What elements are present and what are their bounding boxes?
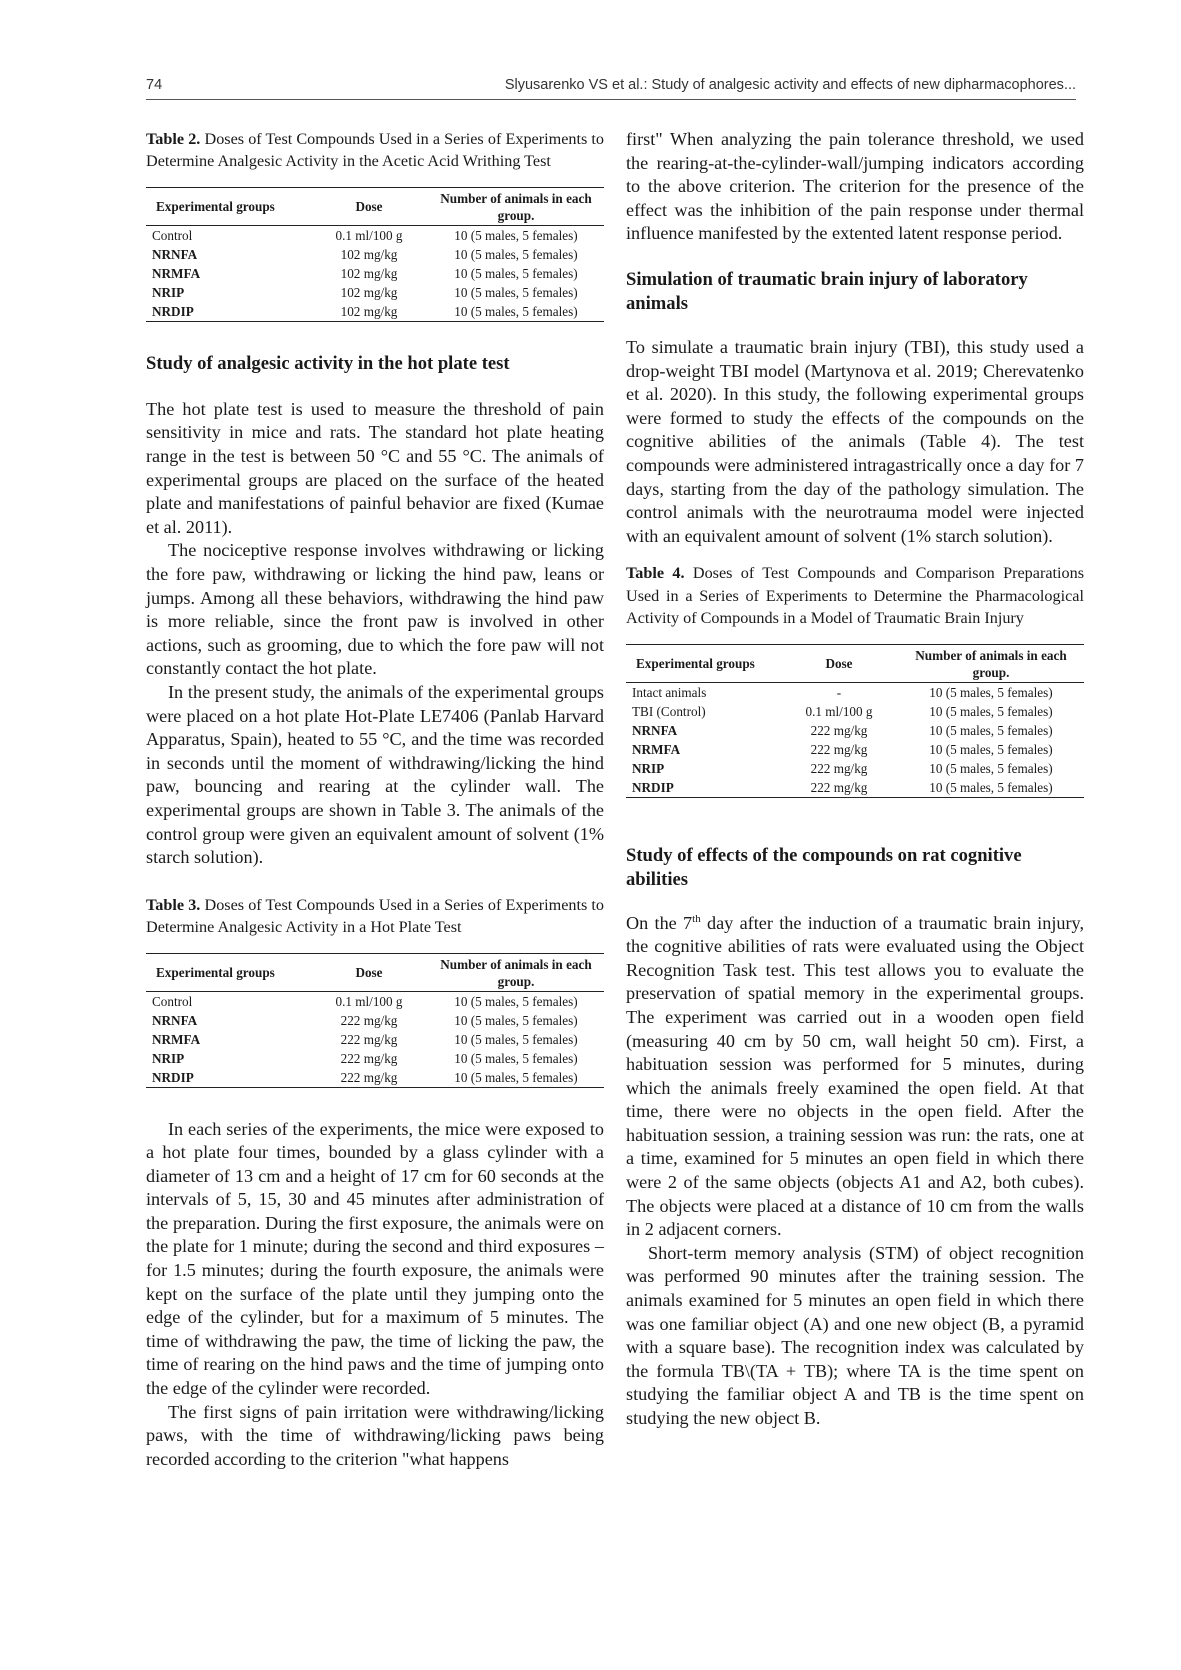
- table-cell: NRNFA: [152, 1012, 198, 1028]
- table-header-row: [146, 187, 604, 225]
- table2-caption-text: Doses of Test Compounds Used in a Series of Experiments to Determine Analgesic Activity in the Acetic Acid Writhing Test: [146, 130, 605, 171]
- table3: [146, 953, 604, 1088]
- table-cell: 102 mg/kg: [340, 246, 398, 262]
- paragraph: In each series of the experiments, the mice were exposed to a hot plate four times, bounded by a glass cylinder with a diameter of 13 cm and a height of 17 cm for 60 seconds at the intervals of 5, 15, 30 and 45 minutes after administration of the preparation. During the first exposure, the animals were on the plate for 1 minute; during the second and third exposures – for 1.5 minutes; during the fourth exposure, the animals were kept on the surface of the plate until they jumping onto the edge of the cylinder, but for a maximum of 5 minutes. The time of withdrawing the paw, the time of licking the paw, the time of rearing on the hind paws and the time of jumping onto the edge of the cylinder were recorded.: [146, 1118, 604, 1399]
- column-header: Dose: [780, 644, 898, 682]
- table-cell: 102 mg/kg: [340, 265, 398, 281]
- table-cell: 10 (5 males, 5 females): [929, 722, 1053, 738]
- running-header: [146, 75, 1076, 100]
- table-cell: 10 (5 males, 5 females): [929, 760, 1053, 776]
- table-row: [626, 740, 1084, 759]
- table-cell: 10 (5 males, 5 females): [454, 284, 578, 300]
- paragraph: The hot plate test is used to measure the threshold of pain sensitivity in mice and rats. The standard hot plate heating range in the test is between 50 °C and 55 °C. The animals of experimental groups are placed on the surface of the heated plate and manifestations of painful behavior are fixed (Kumae et al. 2011).: [146, 398, 604, 537]
- table-row: [146, 1030, 604, 1049]
- table-cell: 10 (5 males, 5 females): [454, 227, 578, 243]
- table-cell: Intact animals: [632, 684, 707, 700]
- table-cell: 10 (5 males, 5 females): [929, 703, 1053, 719]
- right-column: [626, 128, 1084, 1431]
- table-cell: NRIP: [152, 1050, 185, 1066]
- text-run: day after the induction of a traumatic brain injury, the cognitive abilities of rats were evaluated using the Object Recognition Task test. This test allows you to evaluate the preservation of spatial memory in the experimental groups. The experiment was carried out in a wooden open field (measuring 40 cm by 50 cm, wall height 50 cm). First, a habituation session was performed for 5 minutes, during which the animals freely examined the open field. At that time, there were no objects in the open field. After the habituation session, a training session was run: the rats, one at a time, examined for 5 minutes an open field in which there were 2 of the same objects (objects A1 and A2, both cubes). The objects were placed at a distance of 10 cm from the walls in 2 adjacent corners.: [626, 912, 1084, 1240]
- table-row: [146, 264, 604, 283]
- page-number: 74: [146, 77, 163, 93]
- table-cell: NRDIP: [146, 1068, 310, 1088]
- table2: [146, 187, 604, 322]
- table4-caption: [626, 562, 1084, 629]
- table-row: [626, 721, 1084, 740]
- table-cell: 222 mg/kg: [340, 1031, 398, 1047]
- left-column: [146, 128, 604, 1471]
- table-row: [626, 702, 1084, 721]
- table-header-row: [626, 644, 1084, 682]
- table-cell: NRIP: [152, 284, 185, 300]
- table2-caption: [146, 128, 604, 173]
- table-cell: NRNFA: [632, 722, 678, 738]
- table-cell: 222 mg/kg: [810, 741, 868, 757]
- paragraph: The first signs of pain irritation were withdrawing/licking paws, with the time of withdrawing/licking paws being recorded according to the criterion "what happens: [146, 1401, 604, 1469]
- table-cell: 222 mg/kg: [340, 1050, 398, 1066]
- table-cell: 10 (5 males, 5 females): [428, 1068, 604, 1088]
- table3-caption-text: Doses of Test Compounds Used in a Series of Experiments to Determine Analgesic Activity in a Hot Plate Test: [146, 895, 605, 937]
- table-cell: NRMFA: [632, 741, 681, 757]
- table3-caption-label: Table 3.: [146, 895, 201, 914]
- table-cell: 0.1 ml/100 g: [805, 703, 873, 719]
- table-row: [146, 245, 604, 264]
- table-cell: 10 (5 males, 5 females): [454, 246, 578, 262]
- table-cell: 10 (5 males, 5 females): [929, 741, 1053, 757]
- table-cell: 10 (5 males, 5 females): [929, 684, 1053, 700]
- text-run: On the 7: [626, 912, 693, 933]
- column-header: Experimental groups: [146, 953, 310, 991]
- superscript: th: [692, 912, 701, 925]
- table-row: [146, 1068, 604, 1088]
- table-cell: NRIP: [632, 760, 665, 776]
- table-cell: 0.1 ml/100 g: [335, 993, 403, 1009]
- table4-caption-label: Table 4.: [626, 564, 685, 583]
- table-cell: NRMFA: [152, 1031, 201, 1047]
- paragraph: first" When analyzing the pain tolerance threshold, we used the rearing-at-the-cylinder-wall/jumping indicators according to the above criterion. The criterion for the presence of the effect was the inhibition of the pain response under thermal influence manifested by the extented latent response period.: [626, 129, 1084, 244]
- column-header: Experimental groups: [146, 187, 310, 225]
- table-cell: 0.1 ml/100 g: [335, 227, 403, 243]
- table-cell: 10 (5 males, 5 females): [428, 302, 604, 322]
- column-header: Number of animals in each group.: [428, 187, 604, 225]
- paragraph: The nociceptive response involves withdrawing or licking the fore paw, withdrawing or licking the hind paw, leans or jumps. Among all these behaviors, withdrawing the hind paw is more reliable, since the front paw is involved in other actions, such as grooming, due to which the fore paw will not constantly contact the hot plate.: [146, 540, 604, 679]
- table-cell: 222 mg/kg: [780, 778, 898, 798]
- column-header: Dose: [310, 953, 428, 991]
- table4: [626, 644, 1084, 798]
- paragraph: To simulate a traumatic brain injury (TBI), this study used a drop-weight TBI model (Martynova et al. 2019; Cherevatenko et al. 2020). In this study, the following experimental groups were formed to study the effects of the compounds on the cognitive abilities of the animals (Table 4). The test compounds were administered intragastrically once a day for 7 days, starting from the day of the pathology simulation. The control animals with the neurotrauma model were injected with an equivalent amount of solvent (1% starch solution).: [626, 336, 1084, 546]
- table-row: [626, 759, 1084, 778]
- table-cell: 10 (5 males, 5 females): [454, 1031, 578, 1047]
- table-cell: 102 mg/kg: [310, 302, 428, 322]
- table-cell: NRDIP: [146, 302, 310, 322]
- table-cell: 10 (5 males, 5 females): [454, 1050, 578, 1066]
- table-cell: Control: [152, 993, 193, 1009]
- table-cell: 222 mg/kg: [810, 760, 868, 776]
- column-header: Experimental groups: [626, 644, 780, 682]
- table-cell: 10 (5 males, 5 females): [454, 265, 578, 281]
- column-header: Number of animals in each group.: [898, 644, 1084, 682]
- table-cell: NRMFA: [152, 265, 201, 281]
- table-row: [146, 302, 604, 322]
- table-cell: 10 (5 males, 5 females): [454, 1012, 578, 1028]
- table-cell: NRDIP: [626, 778, 780, 798]
- table-row: [626, 778, 1084, 798]
- running-title: Slyusarenko VS et al.: Study of analgesic activity and effects of new dipharmacophores...: [504, 77, 1076, 93]
- column-header: Dose: [310, 187, 428, 225]
- section-heading-hot-plate: Study of analgesic activity in the hot plate test: [146, 352, 510, 374]
- paragraph-cognitive: [626, 912, 1084, 1242]
- table-cell: Control: [152, 227, 193, 243]
- table-cell: 222 mg/kg: [340, 1012, 398, 1028]
- paragraph: In the present study, the animals of the experimental groups were placed on a hot plate Hot-Plate LE7406 (Panlab Harvard Apparatus, Spain), heated to 55 °C, and the time was recorded in seconds until the moment of withdrawing/licking the hind paw, bouncing and rearing at the cylinder wall. The experimental groups are shown in Table 3. The animals of the control group were given an equivalent amount of solvent (1% starch solution).: [146, 681, 604, 868]
- table-row: [146, 1011, 604, 1030]
- table-row: [146, 991, 604, 1011]
- table-header-row: [146, 953, 604, 991]
- section-heading-tbi: Simulation of traumatic brain injury of laboratory animals: [626, 268, 1028, 314]
- table3-caption: [146, 894, 604, 939]
- table-cell: -: [836, 684, 842, 700]
- table-row: [146, 1049, 604, 1068]
- table-cell: NRNFA: [152, 246, 198, 262]
- table4-caption-text: Doses of Test Compounds and Comparison Preparations Used in a Series of Experiments to Determine the Pharmacological Activity of Compounds in a Model of Traumatic Brain Injury: [626, 564, 1085, 628]
- table-cell: TBI (Control): [632, 703, 706, 719]
- table-cell: 102 mg/kg: [340, 284, 398, 300]
- section-heading-cognitive: Study of effects of the compounds on rat cognitive abilities: [626, 844, 1022, 890]
- table-cell: 10 (5 males, 5 females): [898, 778, 1084, 798]
- table-cell: 222 mg/kg: [810, 722, 868, 738]
- column-header: Number of animals in each group.: [428, 953, 604, 991]
- table-cell: 10 (5 males, 5 females): [454, 993, 578, 1009]
- table-row: [146, 225, 604, 245]
- table2-caption-label: Table 2.: [146, 130, 201, 148]
- table-row: [626, 682, 1084, 702]
- paragraph: Short-term memory analysis (STM) of object recognition was performed 90 minutes after the training session. The animals examined for 5 minutes an open field in which there was one familiar object (A) and one new object (B, a pyramid with a square base). The recognition index was calculated by the formula TB\(TA + TB); where TA is the time spent on studying the familiar object A and TB is the time spent on studying the new object B.: [626, 1242, 1084, 1428]
- table-cell: 222 mg/kg: [310, 1068, 428, 1088]
- table-row: [146, 283, 604, 302]
